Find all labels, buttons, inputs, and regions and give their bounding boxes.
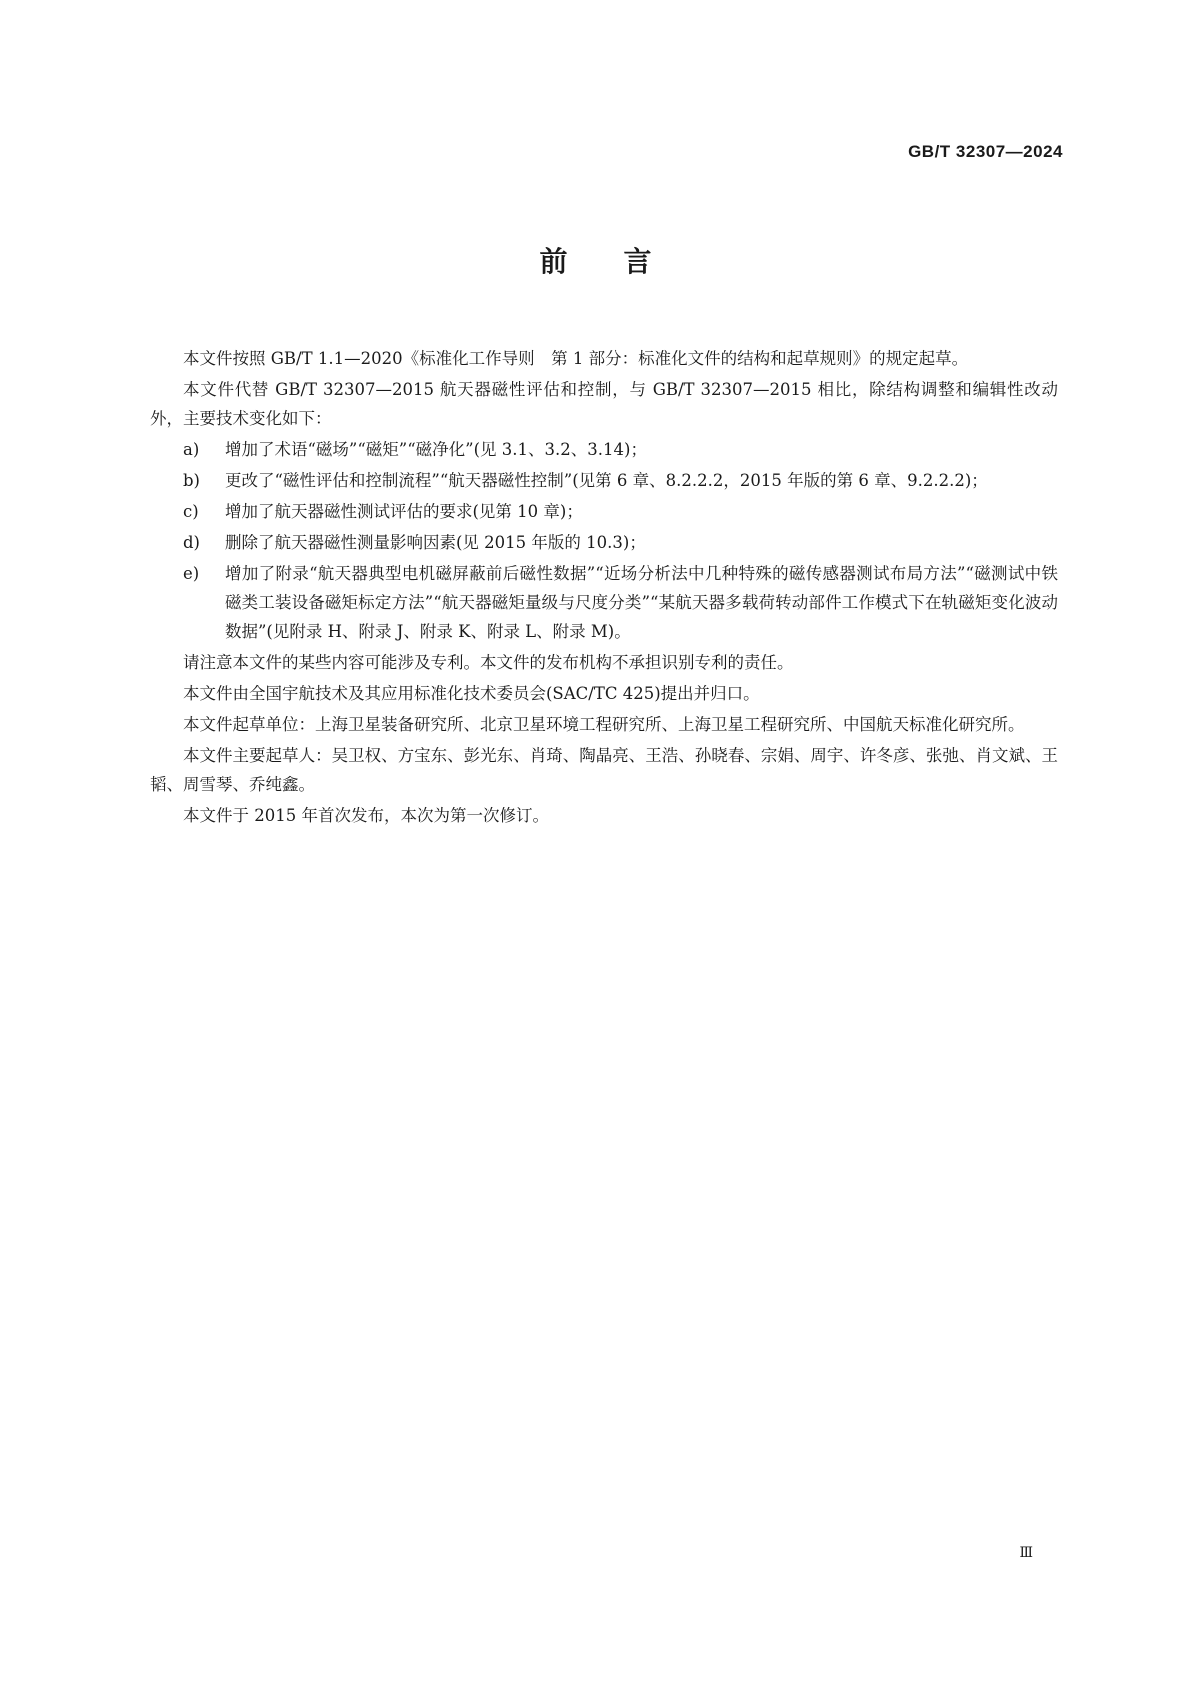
list-item-label: c): [183, 502, 199, 521]
list-item-label: e): [183, 564, 200, 583]
list-item: [150, 497, 1058, 526]
list-item-label: a): [183, 440, 200, 459]
paragraph-replacement: 本文件代替 GB/T 32307—2015 航天器磁性评估和控制，与 GB/T 32307—2015 相比，除结构调整和编辑性改动外，主要技术变化如下：: [150, 380, 1058, 428]
paragraph-drafting-basis: 本文件按照 GB/T 1.1—2020《标准化工作导则 第 1 部分：标准化文件的结构和起草规则》的规定起草。: [183, 349, 969, 368]
standard-number: GB/T 32307—2024: [908, 142, 1063, 161]
list-item-text: 删除了航天器磁性测量影响因素(见 2015 年版的 10.3)；: [225, 533, 646, 552]
page-title: 前言: [539, 245, 708, 278]
list-item-text: 增加了附录“航天器典型电机磁屏蔽前后磁性数据”“近场分析法中几种特殊的磁传感器测试布局方法”“磁测试中铁磁类工装设备磁矩标定方法”“航天器磁矩量级与尺度分类”“某航天器多载荷转动部件工作模式下在轨磁矩变化波动数据”(见附录 H、附录 J、附录 K、附录 L、附录 M)。: [225, 564, 1058, 641]
paragraph-drafters: 本文件主要起草人：吴卫权、方宝东、彭光东、肖琦、陶晶亮、王浩、孙晓春、宗娟、周宇、许冬彦、张弛、肖文斌、王韬、周雪琴、乔纯鑫。: [150, 746, 1058, 794]
paragraph-publication-history: 本文件于 2015 年首次发布，本次为第一次修订。: [183, 806, 549, 825]
list-item: [150, 528, 1058, 557]
document-body: [150, 344, 1058, 832]
list-item-text: 更改了“磁性评估和控制流程”“航天器磁性控制”(见第 6 章、8.2.2.2，2015 年版的第 6 章、9.2.2.2)；: [225, 471, 988, 490]
list-item: [150, 435, 1058, 464]
list-item-label: d): [183, 533, 200, 552]
list-item-label: b): [183, 471, 200, 490]
list-item-text: 增加了航天器磁性测试评估的要求(见第 10 章)；: [225, 502, 583, 521]
list-item: [150, 466, 1058, 495]
paragraph-patent-notice: 请注意本文件的某些内容可能涉及专利。本文件的发布机构不承担识别专利的责任。: [183, 653, 794, 672]
paragraph-drafting-units: 本文件起草单位：上海卫星装备研究所、北京卫星环境工程研究所、上海卫星工程研究所、中国航天标准化研究所。: [183, 715, 1025, 734]
page-number: Ⅲ: [1019, 1545, 1033, 1561]
paragraph-committee: 本文件由全国宇航技术及其应用标准化技术委员会(SAC/TC 425)提出并归口。: [183, 684, 760, 703]
list-item: [150, 559, 1058, 646]
list-item-text: 增加了术语“磁场”“磁矩”“磁净化”(见 3.1、3.2、3.14)；: [225, 440, 647, 459]
